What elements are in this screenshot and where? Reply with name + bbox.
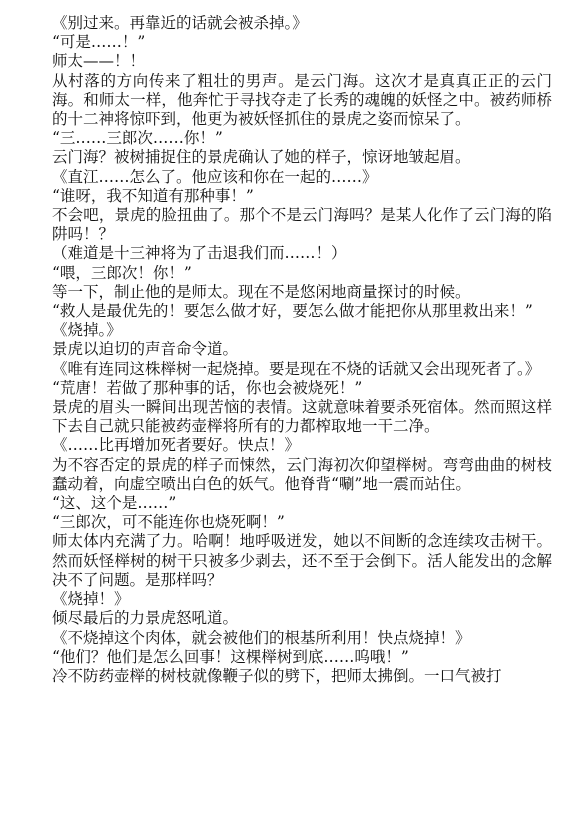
paragraph: “他们？他们是怎么回事！这棵榉树到底……呜哦！” <box>52 647 409 666</box>
document-page <box>52 14 552 686</box>
paragraph: 不会吧，景虎的脸扭曲了。那个不是云门海吗？是某人化作了云门海的陷阱吗！？ <box>52 206 552 244</box>
paragraph: “荒唐！若做了那种事的话，你也会被烧死！” <box>52 378 363 397</box>
paragraph: 从村落的方向传来了粗壮的男声。是云门海。这次才是真真正正的云门海。和师太一样，他奔忙于寻找夺走了长秀的魂魄的妖怪之中。被药师桥的十二神将惊吓到，他更为被妖怪抓住的景虎之姿而惊呆了。 <box>52 71 552 129</box>
paragraph: 《别过来。再靠近的话就会被杀掉。》 <box>52 14 308 32</box>
paragraph: 景虎的眉头一瞬间出现苦恼的表情。这就意味着要杀死宿体。然而照这样下去自己就只能被药壶榉将所有的力都榨取地一干二净。 <box>52 398 552 436</box>
paragraph: （难道是十三神将为了击退我们而……！） <box>52 244 347 263</box>
paragraph: 《烧掉。》 <box>52 321 122 340</box>
paragraph: 为不容否定的景虎的样子而悚然，云门海初次仰望榉树。弯弯曲曲的树枝蠢动着，向虚空喷出白色的妖气。他脊背“唰”地一震而站住。 <box>52 455 552 493</box>
paragraph: 《不烧掉这个肉体，就会被他们的根基所利用！快点烧掉！》 <box>52 628 471 647</box>
paragraph: 《唯有连同这株榉树一起烧掉。要是现在不烧的话就又会出现死者了。》 <box>52 359 541 378</box>
paragraph: “三……三郎次……你！” <box>52 129 223 148</box>
paragraph: 师太——！！ <box>52 52 146 71</box>
paragraph: “这、这个是……” <box>52 494 177 513</box>
paragraph: “可是……！” <box>52 33 146 52</box>
paragraph: 《……比再增加死者要好。快点！》 <box>52 436 301 455</box>
paragraph: 《烧掉！》 <box>52 590 130 609</box>
paragraph: “三郎次，可不能连你也烧死啊！” <box>52 513 285 532</box>
paragraph: “谁呀，我不知道有那种事！” <box>52 186 254 205</box>
paragraph: 等一下，制止他的是师太。现在不是悠闲地商量探讨的时候。 <box>52 282 471 301</box>
paragraph: 景虎以迫切的声音命令道。 <box>52 340 239 359</box>
paragraph: 《直江……怎么了。他应该和你在一起的……》 <box>52 167 378 186</box>
paragraph: “救人是最优先的！要怎么做才好，要怎么做才能把你从那里救出来！” <box>52 302 533 321</box>
paragraph: 冷不防药壶榉的树枝就像鞭子似的劈下，把师太拂倒。一口气被打 <box>52 666 502 685</box>
paragraph: “喂，三郎次！你！” <box>52 263 192 282</box>
paragraph: 师太体内充满了力。哈啊！地呼吸迸发，她以不间断的念连续攻击树干。然而妖怪榉树的树干只被多少剥去，还不至于会倒下。活人能发出的念解决不了问题。是那样吗？ <box>52 532 552 589</box>
paragraph: 云门海？被树捕捉住的景虎确认了她的样子，惊讶地皱起眉。 <box>52 148 471 167</box>
paragraph: 倾尽最后的力景虎怒吼道。 <box>52 609 239 628</box>
